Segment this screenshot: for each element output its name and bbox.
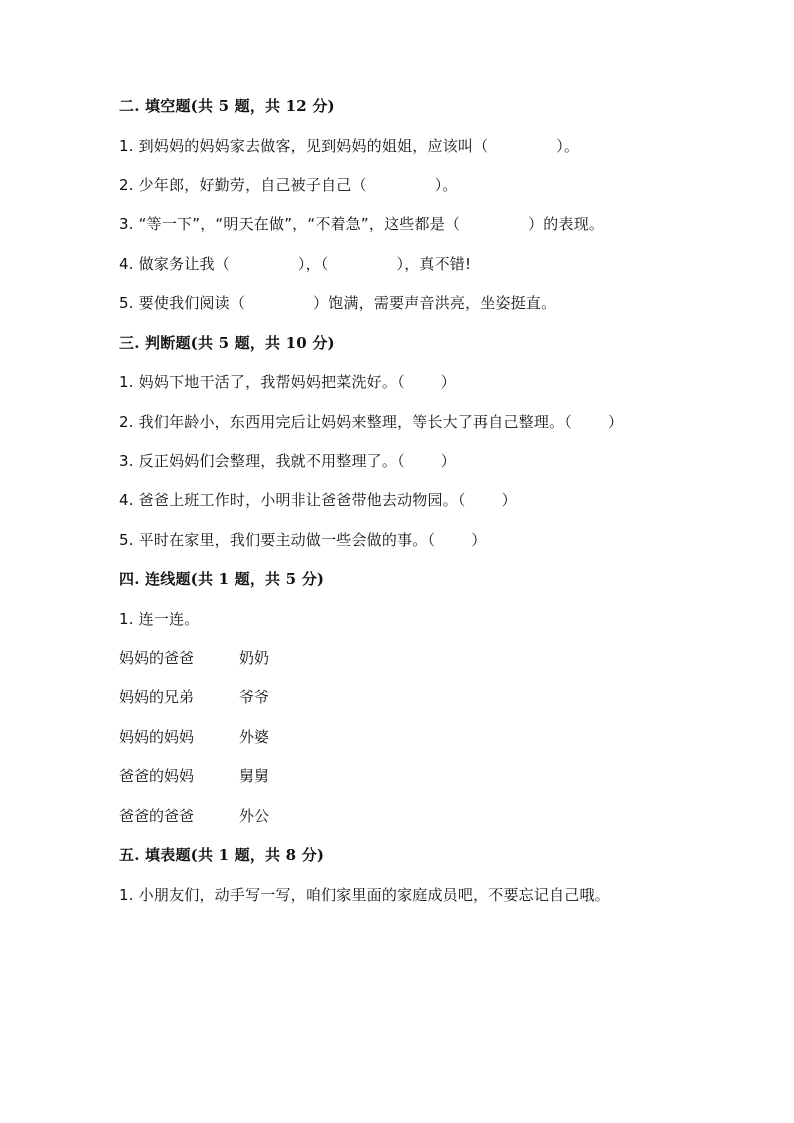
question-text: ）饱满，需要声音洪亮，坐姿挺直。 xyxy=(313,294,557,312)
question-3-5 xyxy=(119,530,486,550)
question-2-4 xyxy=(119,254,471,274)
question-3-1 xyxy=(119,372,456,392)
match-left-item[interactable]: 爸爸的妈妈 xyxy=(119,767,195,785)
question-text: 2. 我们年龄小，东西用完后让妈妈来整理，等长大了再自己整理。（ xyxy=(119,413,572,431)
question-5-1: 1. 小朋友们，动手写一写，咱们家里面的家庭成员吧，不要忘记自己哦。 xyxy=(119,886,610,904)
match-right-item[interactable]: 外公 xyxy=(239,807,270,825)
question-text: 1. 妈妈下地干活了，我帮妈妈把菜洗好。（ xyxy=(119,373,405,391)
question-2-1 xyxy=(119,136,579,156)
section-heading-matching: 四. 连线题(共 1 题，共 5 分) xyxy=(119,570,325,588)
question-text: 4. 爸爸上班工作时，小明非让爸爸带他去动物园。（ xyxy=(119,491,466,509)
question-2-5 xyxy=(119,293,556,313)
question-2-3 xyxy=(119,214,604,234)
section-heading-true-false: 三. 判断题(共 5 题，共 10 分) xyxy=(119,334,335,352)
question-text: ） xyxy=(471,531,487,549)
section-heading-fill-blank: 二. 填空题(共 5 题，共 12 分) xyxy=(119,97,335,115)
match-right-item[interactable]: 舅舅 xyxy=(239,767,270,785)
question-text: 3. 反正妈妈们会整理，我就不用整理了。（ xyxy=(119,452,405,470)
match-left-item[interactable]: 妈妈的爸爸 xyxy=(119,649,195,667)
question-text: 4. 做家务让我（ xyxy=(119,255,230,273)
section-heading-fill-table: 五. 填表题(共 1 题，共 8 分) xyxy=(119,846,325,864)
question-text: 2. 少年郎，好勤劳，自己被子自己（ xyxy=(119,176,367,194)
question-text: ），（ xyxy=(297,255,329,273)
question-3-3 xyxy=(119,451,456,471)
question-2-2 xyxy=(119,175,458,195)
question-4-1: 1. 连一连。 xyxy=(119,610,200,628)
question-text: ）。 xyxy=(434,176,458,194)
match-left-item[interactable]: 妈妈的兄弟 xyxy=(119,688,195,706)
match-right-item[interactable]: 外婆 xyxy=(239,728,270,746)
question-text: ） xyxy=(501,491,517,509)
question-text: 3. “等一下”，“明天在做”，“不着急”，这些都是（ xyxy=(119,215,461,233)
question-3-4 xyxy=(119,490,517,510)
match-right-item[interactable]: 奶奶 xyxy=(239,649,270,667)
match-right-item[interactable]: 爷爷 xyxy=(239,688,270,706)
question-text: 5. 平时在家里，我们要主动做一些会做的事。（ xyxy=(119,531,436,549)
question-text: 1. 到妈妈的妈妈家去做客，见到妈妈的姐姐，应该叫（ xyxy=(119,137,489,155)
match-left-item[interactable]: 妈妈的妈妈 xyxy=(119,728,195,746)
question-text: ） xyxy=(440,373,456,391)
question-text: ） xyxy=(440,452,456,470)
question-text: 5. 要使我们阅读（ xyxy=(119,294,246,312)
question-text: ）。 xyxy=(556,137,580,155)
question-text: ），真不错! xyxy=(396,255,472,273)
match-left-item[interactable]: 爸爸的爸爸 xyxy=(119,807,195,825)
question-3-2 xyxy=(119,412,623,432)
question-text: ）的表现。 xyxy=(528,215,605,233)
question-text: ） xyxy=(607,413,624,431)
